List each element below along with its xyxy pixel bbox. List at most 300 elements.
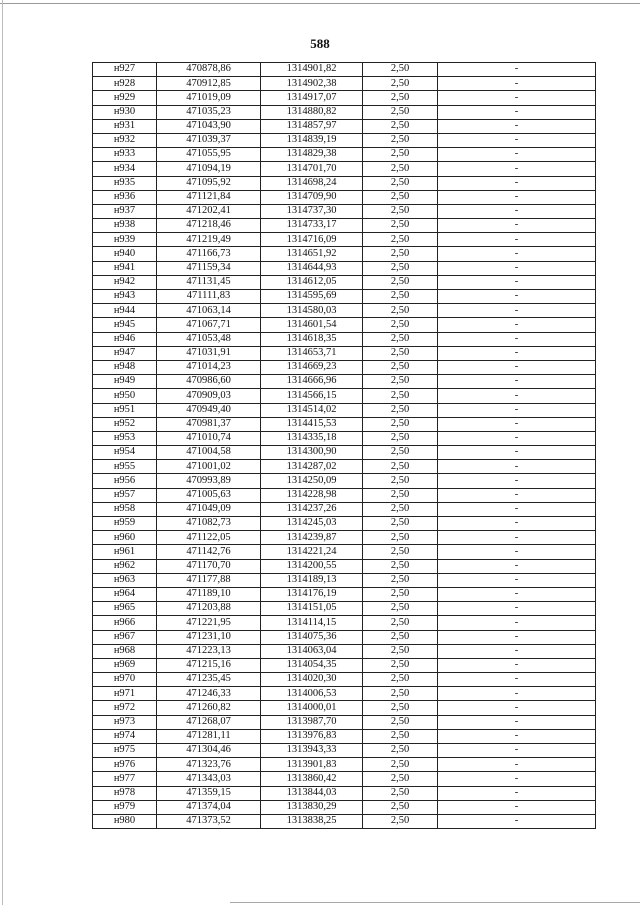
y-coordinate-cell: 1314701,70 — [261, 162, 363, 176]
accuracy-cell: 2,50 — [363, 474, 438, 488]
table-row — [93, 673, 596, 687]
point-id-cell: н970 — [93, 673, 157, 687]
x-coordinate-cell: 471039,37 — [157, 133, 261, 147]
note-cell: - — [438, 744, 596, 758]
point-id-cell: н978 — [93, 786, 157, 800]
coordinates-table — [92, 62, 596, 829]
x-coordinate-cell: 471121,84 — [157, 190, 261, 204]
point-id-cell: н952 — [93, 417, 157, 431]
x-coordinate-cell: 471082,73 — [157, 517, 261, 531]
accuracy-cell: 2,50 — [363, 204, 438, 218]
point-id-cell: н949 — [93, 375, 157, 389]
accuracy-cell: 2,50 — [363, 417, 438, 431]
y-coordinate-cell: 1314020,30 — [261, 673, 363, 687]
note-cell: - — [438, 687, 596, 701]
accuracy-cell: 2,50 — [363, 545, 438, 559]
table-row — [93, 261, 596, 275]
table-row — [93, 318, 596, 332]
x-coordinate-cell: 471014,23 — [157, 360, 261, 374]
note-cell: - — [438, 63, 596, 77]
accuracy-cell: 2,50 — [363, 261, 438, 275]
x-coordinate-cell: 471055,95 — [157, 148, 261, 162]
table-row — [93, 360, 596, 374]
point-id-cell: н979 — [93, 800, 157, 814]
accuracy-cell: 2,50 — [363, 460, 438, 474]
accuracy-cell: 2,50 — [363, 431, 438, 445]
point-id-cell: н953 — [93, 431, 157, 445]
table-row — [93, 346, 596, 360]
point-id-cell: н927 — [93, 63, 157, 77]
point-id-cell: н928 — [93, 77, 157, 91]
table-row — [93, 204, 596, 218]
note-cell: - — [438, 389, 596, 403]
x-coordinate-cell: 471268,07 — [157, 715, 261, 729]
table-row — [93, 63, 596, 77]
y-coordinate-cell: 1314250,09 — [261, 474, 363, 488]
x-coordinate-cell: 471159,34 — [157, 261, 261, 275]
x-coordinate-cell: 471131,45 — [157, 275, 261, 289]
accuracy-cell: 2,50 — [363, 630, 438, 644]
note-cell: - — [438, 729, 596, 743]
point-id-cell: н966 — [93, 616, 157, 630]
point-id-cell: н971 — [93, 687, 157, 701]
y-coordinate-cell: 1314901,82 — [261, 63, 363, 77]
accuracy-cell: 2,50 — [363, 687, 438, 701]
note-cell: - — [438, 261, 596, 275]
point-id-cell: н946 — [93, 332, 157, 346]
accuracy-cell: 2,50 — [363, 786, 438, 800]
accuracy-cell: 2,50 — [363, 517, 438, 531]
table-row — [93, 517, 596, 531]
accuracy-cell: 2,50 — [363, 360, 438, 374]
accuracy-cell: 2,50 — [363, 119, 438, 133]
accuracy-cell: 2,50 — [363, 758, 438, 772]
y-coordinate-cell: 1314829,38 — [261, 148, 363, 162]
x-coordinate-cell: 471122,05 — [157, 531, 261, 545]
point-id-cell: н934 — [93, 162, 157, 176]
table-row — [93, 176, 596, 190]
note-cell: - — [438, 190, 596, 204]
x-coordinate-cell: 471019,09 — [157, 91, 261, 105]
x-coordinate-cell: 471202,41 — [157, 204, 261, 218]
table-row — [93, 630, 596, 644]
accuracy-cell: 2,50 — [363, 63, 438, 77]
note-cell: - — [438, 531, 596, 545]
note-cell: - — [438, 701, 596, 715]
y-coordinate-cell: 1314514,02 — [261, 403, 363, 417]
accuracy-cell: 2,50 — [363, 800, 438, 814]
note-cell: - — [438, 800, 596, 814]
note-cell: - — [438, 559, 596, 573]
note-cell: - — [438, 346, 596, 360]
x-coordinate-cell: 471049,09 — [157, 502, 261, 516]
table-row — [93, 729, 596, 743]
table-row — [93, 800, 596, 814]
note-cell: - — [438, 814, 596, 828]
x-coordinate-cell: 471343,03 — [157, 772, 261, 786]
x-coordinate-cell: 471063,14 — [157, 304, 261, 318]
x-coordinate-cell: 470912,85 — [157, 77, 261, 91]
y-coordinate-cell: 1314669,23 — [261, 360, 363, 374]
accuracy-cell: 2,50 — [363, 247, 438, 261]
accuracy-cell: 2,50 — [363, 346, 438, 360]
x-coordinate-cell: 471235,45 — [157, 673, 261, 687]
point-id-cell: н960 — [93, 531, 157, 545]
accuracy-cell: 2,50 — [363, 148, 438, 162]
point-id-cell: н941 — [93, 261, 157, 275]
x-coordinate-cell: 471004,58 — [157, 446, 261, 460]
y-coordinate-cell: 1314917,07 — [261, 91, 363, 105]
x-coordinate-cell: 471010,74 — [157, 431, 261, 445]
y-coordinate-cell: 1314176,19 — [261, 587, 363, 601]
x-coordinate-cell: 471166,73 — [157, 247, 261, 261]
x-coordinate-cell: 471043,90 — [157, 119, 261, 133]
table-row — [93, 148, 596, 162]
table-row — [93, 446, 596, 460]
y-coordinate-cell: 1314237,26 — [261, 502, 363, 516]
point-id-cell: н935 — [93, 176, 157, 190]
point-id-cell: н938 — [93, 219, 157, 233]
note-cell: - — [438, 502, 596, 516]
note-cell: - — [438, 545, 596, 559]
note-cell: - — [438, 233, 596, 247]
table-row — [93, 616, 596, 630]
point-id-cell: н980 — [93, 814, 157, 828]
accuracy-cell: 2,50 — [363, 318, 438, 332]
accuracy-cell: 2,50 — [363, 531, 438, 545]
table-row — [93, 687, 596, 701]
x-coordinate-cell: 471260,82 — [157, 701, 261, 715]
x-coordinate-cell: 471031,91 — [157, 346, 261, 360]
y-coordinate-cell: 1314189,13 — [261, 573, 363, 587]
y-coordinate-cell: 1313838,25 — [261, 814, 363, 828]
note-cell: - — [438, 133, 596, 147]
accuracy-cell: 2,50 — [363, 673, 438, 687]
x-coordinate-cell: 471374,04 — [157, 800, 261, 814]
y-coordinate-cell: 1313901,83 — [261, 758, 363, 772]
x-coordinate-cell: 471005,63 — [157, 488, 261, 502]
y-coordinate-cell: 1314709,90 — [261, 190, 363, 204]
y-coordinate-cell: 1313987,70 — [261, 715, 363, 729]
accuracy-cell: 2,50 — [363, 332, 438, 346]
table-row — [93, 375, 596, 389]
table-row — [93, 545, 596, 559]
note-cell: - — [438, 275, 596, 289]
x-coordinate-cell: 471246,33 — [157, 687, 261, 701]
x-coordinate-cell: 471111,83 — [157, 290, 261, 304]
point-id-cell: н964 — [93, 587, 157, 601]
point-id-cell: н965 — [93, 602, 157, 616]
y-coordinate-cell: 1314054,35 — [261, 658, 363, 672]
note-cell: - — [438, 658, 596, 672]
x-coordinate-cell: 471359,15 — [157, 786, 261, 800]
note-cell: - — [438, 105, 596, 119]
point-id-cell: н933 — [93, 148, 157, 162]
note-cell: - — [438, 673, 596, 687]
table-row — [93, 389, 596, 403]
table-row — [93, 417, 596, 431]
y-coordinate-cell: 1314335,18 — [261, 431, 363, 445]
y-coordinate-cell: 1314006,53 — [261, 687, 363, 701]
note-cell: - — [438, 162, 596, 176]
y-coordinate-cell: 1313844,03 — [261, 786, 363, 800]
table-row — [93, 219, 596, 233]
accuracy-cell: 2,50 — [363, 644, 438, 658]
y-coordinate-cell: 1314151,05 — [261, 602, 363, 616]
accuracy-cell: 2,50 — [363, 502, 438, 516]
table-row — [93, 587, 596, 601]
table-row — [93, 162, 596, 176]
table-row — [93, 602, 596, 616]
x-coordinate-cell: 471094,19 — [157, 162, 261, 176]
table-row — [93, 290, 596, 304]
y-coordinate-cell: 1314880,82 — [261, 105, 363, 119]
y-coordinate-cell: 1313976,83 — [261, 729, 363, 743]
y-coordinate-cell: 1314651,92 — [261, 247, 363, 261]
y-coordinate-cell: 1314221,24 — [261, 545, 363, 559]
y-coordinate-cell: 1314733,17 — [261, 219, 363, 233]
table-row — [93, 658, 596, 672]
note-cell: - — [438, 290, 596, 304]
point-id-cell: н950 — [93, 389, 157, 403]
note-cell: - — [438, 644, 596, 658]
x-coordinate-cell: 471177,88 — [157, 573, 261, 587]
note-cell: - — [438, 431, 596, 445]
table-row — [93, 488, 596, 502]
x-coordinate-cell: 471001,02 — [157, 460, 261, 474]
accuracy-cell: 2,50 — [363, 176, 438, 190]
point-id-cell: н951 — [93, 403, 157, 417]
accuracy-cell: 2,50 — [363, 389, 438, 403]
x-coordinate-cell: 471373,52 — [157, 814, 261, 828]
note-cell: - — [438, 417, 596, 431]
table-row — [93, 77, 596, 91]
accuracy-cell: 2,50 — [363, 573, 438, 587]
accuracy-cell: 2,50 — [363, 275, 438, 289]
y-coordinate-cell: 1314666,96 — [261, 375, 363, 389]
y-coordinate-cell: 1314415,53 — [261, 417, 363, 431]
point-id-cell: н944 — [93, 304, 157, 318]
x-coordinate-cell: 470949,40 — [157, 403, 261, 417]
point-id-cell: н942 — [93, 275, 157, 289]
note-cell: - — [438, 602, 596, 616]
y-coordinate-cell: 1313943,33 — [261, 744, 363, 758]
point-id-cell: н939 — [93, 233, 157, 247]
point-id-cell: н957 — [93, 488, 157, 502]
note-cell: - — [438, 304, 596, 318]
note-cell: - — [438, 332, 596, 346]
note-cell: - — [438, 474, 596, 488]
y-coordinate-cell: 1314300,90 — [261, 446, 363, 460]
x-coordinate-cell: 470993,89 — [157, 474, 261, 488]
table-row — [93, 403, 596, 417]
point-id-cell: н937 — [93, 204, 157, 218]
y-coordinate-cell: 1314839,19 — [261, 133, 363, 147]
x-coordinate-cell: 471218,46 — [157, 219, 261, 233]
accuracy-cell: 2,50 — [363, 219, 438, 233]
accuracy-cell: 2,50 — [363, 729, 438, 743]
point-id-cell: н977 — [93, 772, 157, 786]
point-id-cell: н936 — [93, 190, 157, 204]
scan-edge-top — [0, 3, 640, 4]
accuracy-cell: 2,50 — [363, 658, 438, 672]
point-id-cell: н930 — [93, 105, 157, 119]
note-cell: - — [438, 772, 596, 786]
table-row — [93, 758, 596, 772]
x-coordinate-cell: 471203,88 — [157, 602, 261, 616]
table-row — [93, 786, 596, 800]
note-cell: - — [438, 488, 596, 502]
accuracy-cell: 2,50 — [363, 814, 438, 828]
y-coordinate-cell: 1314618,35 — [261, 332, 363, 346]
accuracy-cell: 2,50 — [363, 304, 438, 318]
note-cell: - — [438, 616, 596, 630]
x-coordinate-cell: 471221,95 — [157, 616, 261, 630]
note-cell: - — [438, 573, 596, 587]
y-coordinate-cell: 1314737,30 — [261, 204, 363, 218]
accuracy-cell: 2,50 — [363, 290, 438, 304]
x-coordinate-cell: 471231,10 — [157, 630, 261, 644]
point-id-cell: н947 — [93, 346, 157, 360]
y-coordinate-cell: 1314566,15 — [261, 389, 363, 403]
table-row — [93, 772, 596, 786]
accuracy-cell: 2,50 — [363, 91, 438, 105]
accuracy-cell: 2,50 — [363, 446, 438, 460]
point-id-cell: н963 — [93, 573, 157, 587]
page-number: 588 — [310, 36, 330, 51]
table-row — [93, 460, 596, 474]
note-cell: - — [438, 446, 596, 460]
note-cell: - — [438, 176, 596, 190]
x-coordinate-cell: 471219,49 — [157, 233, 261, 247]
table-row — [93, 275, 596, 289]
y-coordinate-cell: 1314595,69 — [261, 290, 363, 304]
point-id-cell: н956 — [93, 474, 157, 488]
accuracy-cell: 2,50 — [363, 602, 438, 616]
point-id-cell: н958 — [93, 502, 157, 516]
x-coordinate-cell: 470909,03 — [157, 389, 261, 403]
note-cell: - — [438, 375, 596, 389]
coordinates-table-body — [93, 63, 596, 829]
table-row — [93, 190, 596, 204]
point-id-cell: н962 — [93, 559, 157, 573]
point-id-cell: н973 — [93, 715, 157, 729]
point-id-cell: н954 — [93, 446, 157, 460]
note-cell: - — [438, 77, 596, 91]
point-id-cell: н972 — [93, 701, 157, 715]
accuracy-cell: 2,50 — [363, 105, 438, 119]
note-cell: - — [438, 91, 596, 105]
point-id-cell: н967 — [93, 630, 157, 644]
accuracy-cell: 2,50 — [363, 559, 438, 573]
y-coordinate-cell: 1314902,38 — [261, 77, 363, 91]
y-coordinate-cell: 1314653,71 — [261, 346, 363, 360]
accuracy-cell: 2,50 — [363, 744, 438, 758]
x-coordinate-cell: 471035,23 — [157, 105, 261, 119]
point-id-cell: н955 — [93, 460, 157, 474]
y-coordinate-cell: 1314239,87 — [261, 531, 363, 545]
note-cell: - — [438, 318, 596, 332]
accuracy-cell: 2,50 — [363, 162, 438, 176]
table-row — [93, 233, 596, 247]
accuracy-cell: 2,50 — [363, 133, 438, 147]
x-coordinate-cell: 470986,60 — [157, 375, 261, 389]
point-id-cell: н974 — [93, 729, 157, 743]
y-coordinate-cell: 1314612,05 — [261, 275, 363, 289]
y-coordinate-cell: 1314245,03 — [261, 517, 363, 531]
x-coordinate-cell: 471281,11 — [157, 729, 261, 743]
table-row — [93, 105, 596, 119]
accuracy-cell: 2,50 — [363, 701, 438, 715]
y-coordinate-cell: 1314580,03 — [261, 304, 363, 318]
y-coordinate-cell: 1314228,98 — [261, 488, 363, 502]
table-row — [93, 644, 596, 658]
x-coordinate-cell: 471170,70 — [157, 559, 261, 573]
note-cell: - — [438, 786, 596, 800]
table-row — [93, 502, 596, 516]
point-id-cell: н969 — [93, 658, 157, 672]
y-coordinate-cell: 1314857,97 — [261, 119, 363, 133]
table-row — [93, 744, 596, 758]
note-cell: - — [438, 715, 596, 729]
table-row — [93, 814, 596, 828]
y-coordinate-cell: 1314200,55 — [261, 559, 363, 573]
point-id-cell: н932 — [93, 133, 157, 147]
accuracy-cell: 2,50 — [363, 772, 438, 786]
y-coordinate-cell: 1314716,09 — [261, 233, 363, 247]
table-row — [93, 133, 596, 147]
point-id-cell: н959 — [93, 517, 157, 531]
note-cell: - — [438, 587, 596, 601]
accuracy-cell: 2,50 — [363, 403, 438, 417]
note-cell: - — [438, 360, 596, 374]
x-coordinate-cell: 471142,76 — [157, 545, 261, 559]
x-coordinate-cell: 471095,92 — [157, 176, 261, 190]
accuracy-cell: 2,50 — [363, 77, 438, 91]
point-id-cell: н940 — [93, 247, 157, 261]
table-row — [93, 247, 596, 261]
accuracy-cell: 2,50 — [363, 375, 438, 389]
point-id-cell: н961 — [93, 545, 157, 559]
x-coordinate-cell: 471067,71 — [157, 318, 261, 332]
y-coordinate-cell: 1314601,54 — [261, 318, 363, 332]
note-cell: - — [438, 630, 596, 644]
note-cell: - — [438, 403, 596, 417]
y-coordinate-cell: 1314287,02 — [261, 460, 363, 474]
x-coordinate-cell: 471215,16 — [157, 658, 261, 672]
x-coordinate-cell: 471304,46 — [157, 744, 261, 758]
note-cell: - — [438, 219, 596, 233]
y-coordinate-cell: 1314644,93 — [261, 261, 363, 275]
point-id-cell: н968 — [93, 644, 157, 658]
accuracy-cell: 2,50 — [363, 715, 438, 729]
table-row — [93, 119, 596, 133]
y-coordinate-cell: 1313860,42 — [261, 772, 363, 786]
table-row — [93, 559, 596, 573]
note-cell: - — [438, 758, 596, 772]
point-id-cell: н945 — [93, 318, 157, 332]
y-coordinate-cell: 1314698,24 — [261, 176, 363, 190]
table-row — [93, 701, 596, 715]
table-row — [93, 332, 596, 346]
y-coordinate-cell: 1314075,36 — [261, 630, 363, 644]
table-row — [93, 531, 596, 545]
x-coordinate-cell: 470981,37 — [157, 417, 261, 431]
y-coordinate-cell: 1313830,29 — [261, 800, 363, 814]
point-id-cell: н929 — [93, 91, 157, 105]
note-cell: - — [438, 119, 596, 133]
point-id-cell: н948 — [93, 360, 157, 374]
